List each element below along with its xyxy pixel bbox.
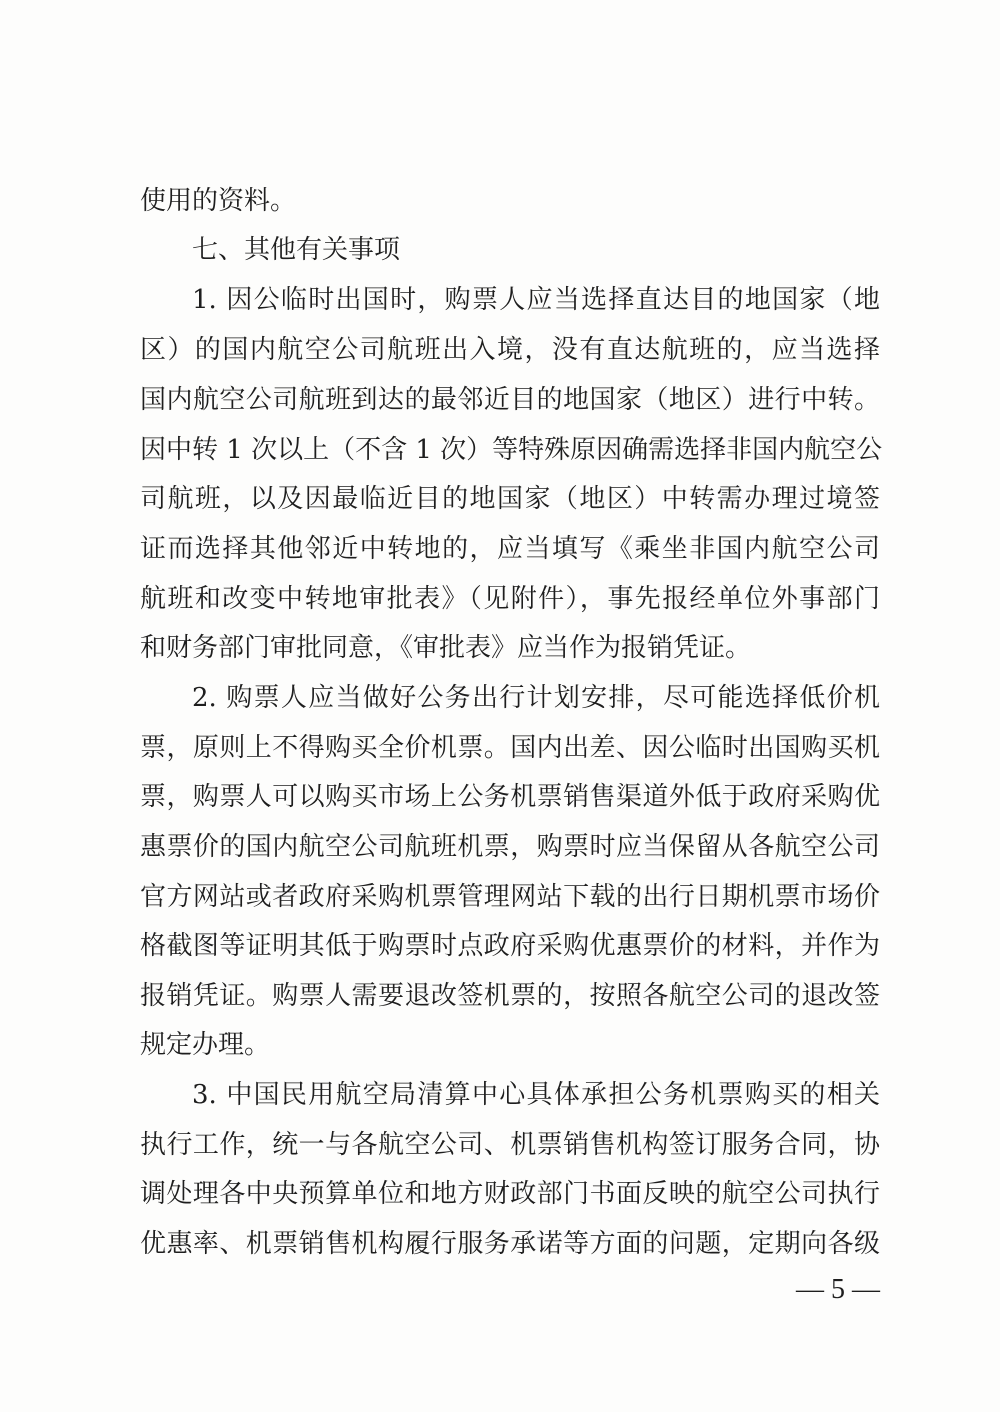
section-heading: 七、其他有关事项 xyxy=(192,235,401,265)
text-line: 因中转 1 次以上（不含 1 次）等特殊原因确需选择非国内航空公 xyxy=(140,435,883,465)
text-line: 官方网站或者政府采购机票管理网站下载的出行日期机票市场价 xyxy=(140,882,880,912)
text-line: 国内航空公司航班到达的最邻近目的地国家（地区）进行中转。 xyxy=(140,385,880,415)
text-line: 格截图等证明其低于购票时点政府采购优惠票价的材料，并作为 xyxy=(140,931,880,961)
text-line: 报销凭证。购票人需要退改签机票的，按照各航空公司的退改签 xyxy=(140,981,880,1011)
text-line: 执行工作，统一与各航空公司、机票销售机构签订服务合同，协 xyxy=(140,1130,880,1160)
text-line: 优惠率、机票销售机构履行服务承诺等方面的问题，定期向各级 xyxy=(140,1229,880,1259)
text-line: 1. 因公临时出国时，购票人应当选择直达目的地国家（地 xyxy=(192,285,880,315)
text-line: 和财务部门审批同意，《审批表》应当作为报销凭证。 xyxy=(140,633,752,663)
text-line: 使用的资料。 xyxy=(140,186,297,216)
text-line: 航班和改变中转地审批表》（见附件），事先报经单位外事部门 xyxy=(140,584,880,614)
text-line: 证而选择其他邻近中转地的，应当填写《乘坐非国内航空公司 xyxy=(140,534,880,564)
text-line: 区）的国内航空公司航班出入境，没有直达航班的，应当选择 xyxy=(140,335,880,365)
text-line: 司航班，以及因最临近目的地国家（地区）中转需办理过境签 xyxy=(140,484,880,514)
text-line: 惠票价的国内航空公司航班机票，购票时应当保留从各航空公司 xyxy=(140,832,880,862)
text-line: 票，购票人可以购买市场上公务机票销售渠道外低于政府采购优 xyxy=(140,782,880,812)
text-line: 规定办理。 xyxy=(140,1030,271,1060)
text-line: 2. 购票人应当做好公务出行计划安排，尽可能选择低价机 xyxy=(192,683,880,713)
text-line: 调处理各中央预算单位和地方财政部门书面反映的航空公司执行 xyxy=(140,1179,880,1209)
text-line: 3. 中国民用航空局清算中心具体承担公务机票购买的相关 xyxy=(192,1080,880,1110)
text-line: 票，原则上不得购买全价机票。国内出差、因公临时出国购买机 xyxy=(140,733,880,763)
page-number: — 5 — xyxy=(796,1274,880,1305)
